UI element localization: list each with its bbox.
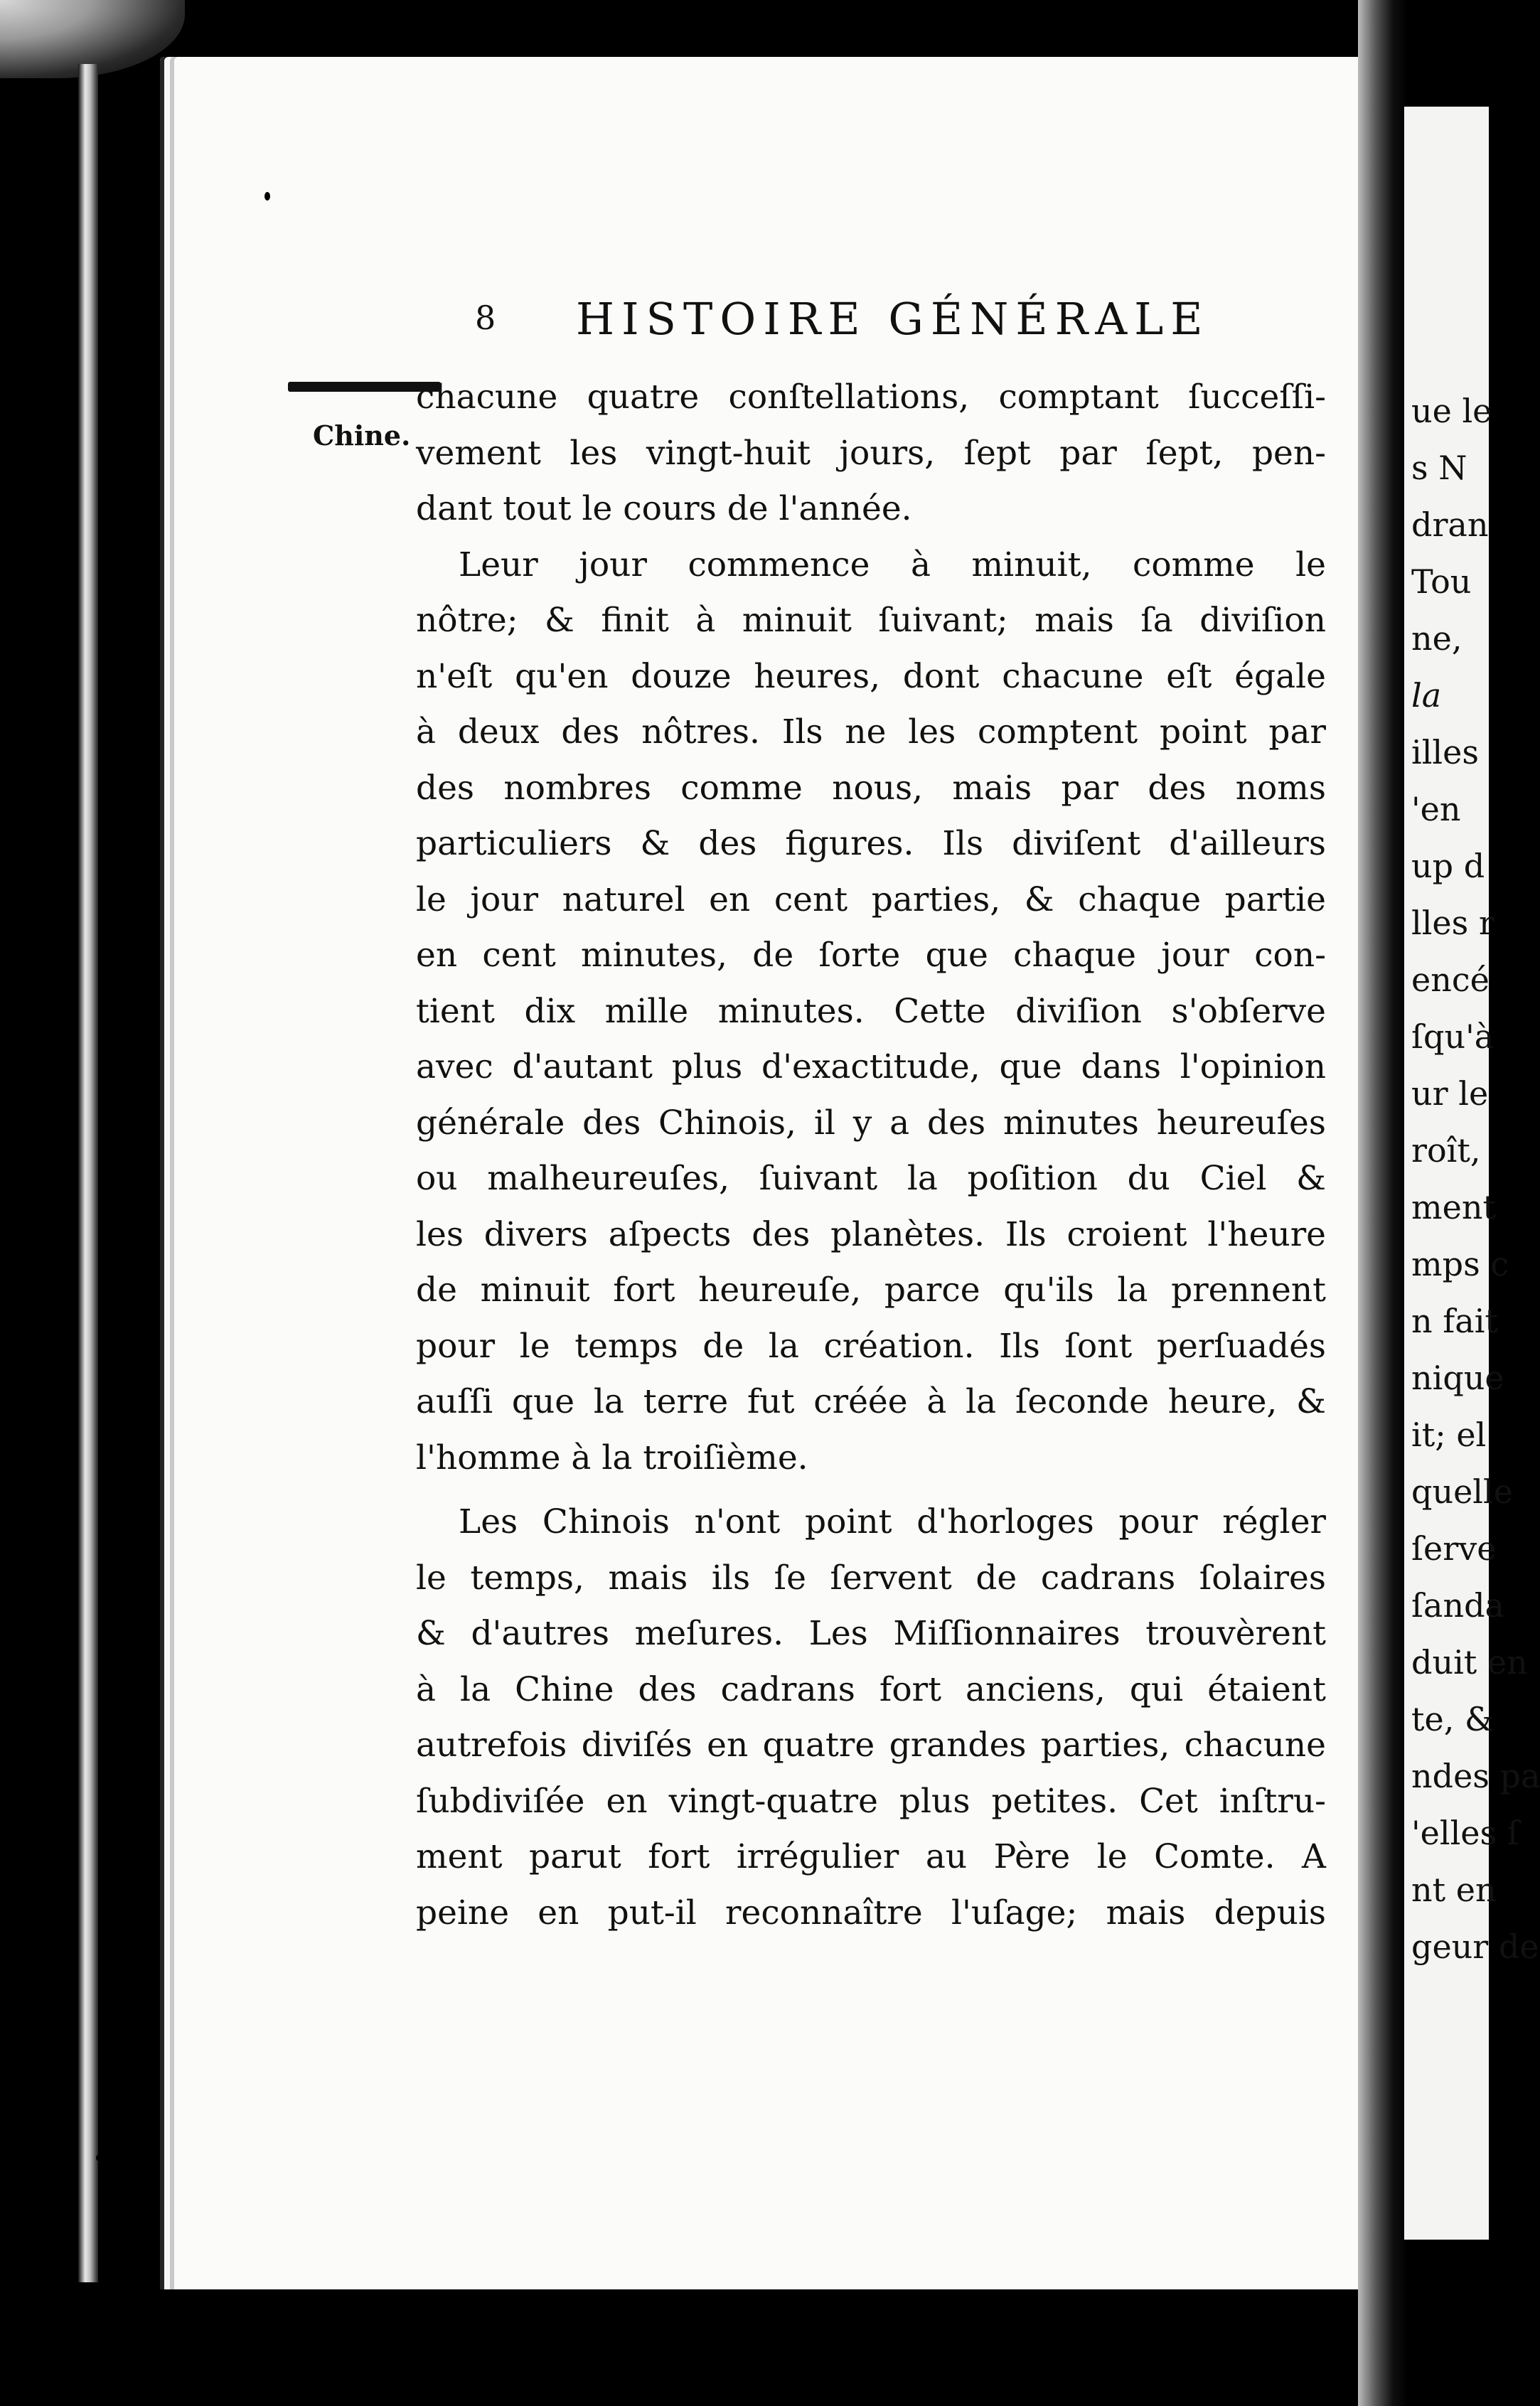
running-title: HISTOIRE GÉNÉRALE bbox=[576, 293, 1210, 345]
text-line: le jour naturel en cent parties, & chaque partie bbox=[416, 879, 1326, 919]
text-line: générale des Chinois, il y a des minutes heureuſes bbox=[416, 1103, 1326, 1143]
book-spine-gutter bbox=[1358, 0, 1408, 2406]
text-line: pour le temps de la création. Ils ſont perſuadés bbox=[416, 1326, 1326, 1366]
text-line: de minuit fort heureuſe, parce qu'ils la prennent bbox=[416, 1271, 1326, 1310]
text-line: particuliers & des figures. Ils diviſent d'ailleurs bbox=[416, 824, 1326, 863]
facing-text-line: encé bbox=[1411, 961, 1490, 999]
facing-page-fragment bbox=[1404, 107, 1540, 2240]
facing-text-line: ne, bbox=[1411, 619, 1463, 658]
text-line: n'eſt qu'en douze heures, dont chacune eſt égale bbox=[416, 656, 1326, 696]
ink-speck bbox=[264, 192, 270, 200]
text-line: l'homme à la troiſième. bbox=[416, 1438, 808, 1477]
body-text bbox=[416, 370, 1326, 1941]
text-line: & d'autres meſures. Les Miſſionnaires trouvèrent bbox=[416, 1614, 1326, 1653]
text-line: les divers aſpects des planètes. Ils croient l'heure bbox=[416, 1214, 1326, 1254]
facing-text-line: geur de bbox=[1411, 1928, 1539, 1966]
text-line: dant tout le cours de l'année. bbox=[416, 489, 912, 528]
facing-text-line: Tou bbox=[1411, 562, 1472, 601]
facing-text-line: nt en bbox=[1411, 1871, 1497, 1909]
text-line: tient dix mille minutes. Cette diviſion s'obſerve bbox=[416, 991, 1326, 1031]
ink-speck bbox=[352, 2378, 358, 2388]
facing-text-line: mps c bbox=[1411, 1245, 1509, 1283]
facing-text-line: it; el bbox=[1411, 1416, 1487, 1454]
facing-text-line: roît, bbox=[1411, 1131, 1481, 1170]
text-line: autrefois diviſés en quatre grandes parties, chacune bbox=[416, 1726, 1326, 1765]
text-line: avec d'autant plus d'exactitude, que dans l'opinion bbox=[416, 1047, 1326, 1086]
margin-note: Chine. bbox=[313, 419, 411, 451]
text-line: auſſi que la terre fut créée à la ſeconde heure, & bbox=[416, 1382, 1326, 1421]
facing-text-line: lles r bbox=[1411, 904, 1494, 942]
text-line: à la Chine des cadrans fort anciens, qui étaient bbox=[416, 1669, 1326, 1709]
text-line: en cent minutes, de ſorte que chaque jour con- bbox=[416, 936, 1326, 975]
ink-speck bbox=[96, 2154, 103, 2161]
facing-text-line: ment bbox=[1411, 1188, 1496, 1226]
facing-text-line: s N bbox=[1411, 449, 1467, 487]
facing-text-line: ur le bbox=[1411, 1074, 1489, 1113]
facing-text-line: up d bbox=[1411, 847, 1485, 885]
facing-text-line: ſerve bbox=[1411, 1529, 1497, 1568]
facing-text-line: 'en bbox=[1411, 790, 1461, 828]
facing-text-line: ndes pa bbox=[1411, 1757, 1540, 1795]
facing-text-line: 'elles ſ bbox=[1411, 1814, 1519, 1852]
text-line: vement les vingt-huit jours, ſept par ſept, pen- bbox=[416, 433, 1326, 473]
facing-text-line: te, & bbox=[1411, 1700, 1494, 1738]
page-number: 8 bbox=[475, 299, 496, 337]
facing-text-line: duit en bbox=[1411, 1643, 1528, 1681]
text-line: ou malheureuſes, ſuivant la poſition du Ciel & bbox=[416, 1159, 1326, 1198]
text-line: chacune quatre conſtellations, comptant ſucceſſi- bbox=[416, 378, 1326, 417]
text-line: ment parut fort irrégulier au Père le Comte. A bbox=[416, 1837, 1326, 1876]
facing-text-line: n fait bbox=[1411, 1302, 1498, 1340]
facing-text-line: illes bbox=[1411, 733, 1479, 771]
facing-text-line: nique bbox=[1411, 1359, 1504, 1397]
page-stack-edge bbox=[78, 64, 98, 2282]
facing-text-line: quelle bbox=[1411, 1472, 1513, 1511]
paragraph-1 bbox=[416, 370, 1326, 538]
text-line: peine en put-il reconnaître l'uſage; mais depuis bbox=[416, 1893, 1326, 1932]
text-line: nôtre; & finit à minuit ſuivant; mais ſa diviſion bbox=[416, 601, 1326, 640]
text-line: Les Chinois n'ont point d'horloges pour régler bbox=[459, 1502, 1326, 1541]
facing-text-line: la bbox=[1411, 676, 1442, 715]
facing-text-line: ue le bbox=[1411, 392, 1492, 430]
facing-text-line: ſanda bbox=[1411, 1586, 1504, 1625]
paragraph-3 bbox=[416, 1495, 1326, 1941]
facing-text-line: ſqu'à bbox=[1411, 1017, 1494, 1056]
paragraph-2 bbox=[416, 538, 1326, 1487]
text-line: à deux des nôtres. Ils ne les comptent point par bbox=[416, 712, 1326, 752]
text-line: le temps, mais ils ſe ſervent de cadrans ſolaires bbox=[416, 1558, 1326, 1598]
facing-text-line: dran bbox=[1411, 506, 1489, 544]
text-line: ſubdiviſée en vingt-quatre plus petites. Cet inſtru- bbox=[416, 1781, 1326, 1821]
text-line: des nombres comme nous, mais par des noms bbox=[416, 768, 1326, 808]
text-line: Leur jour commence à minuit, comme le bbox=[459, 545, 1326, 584]
